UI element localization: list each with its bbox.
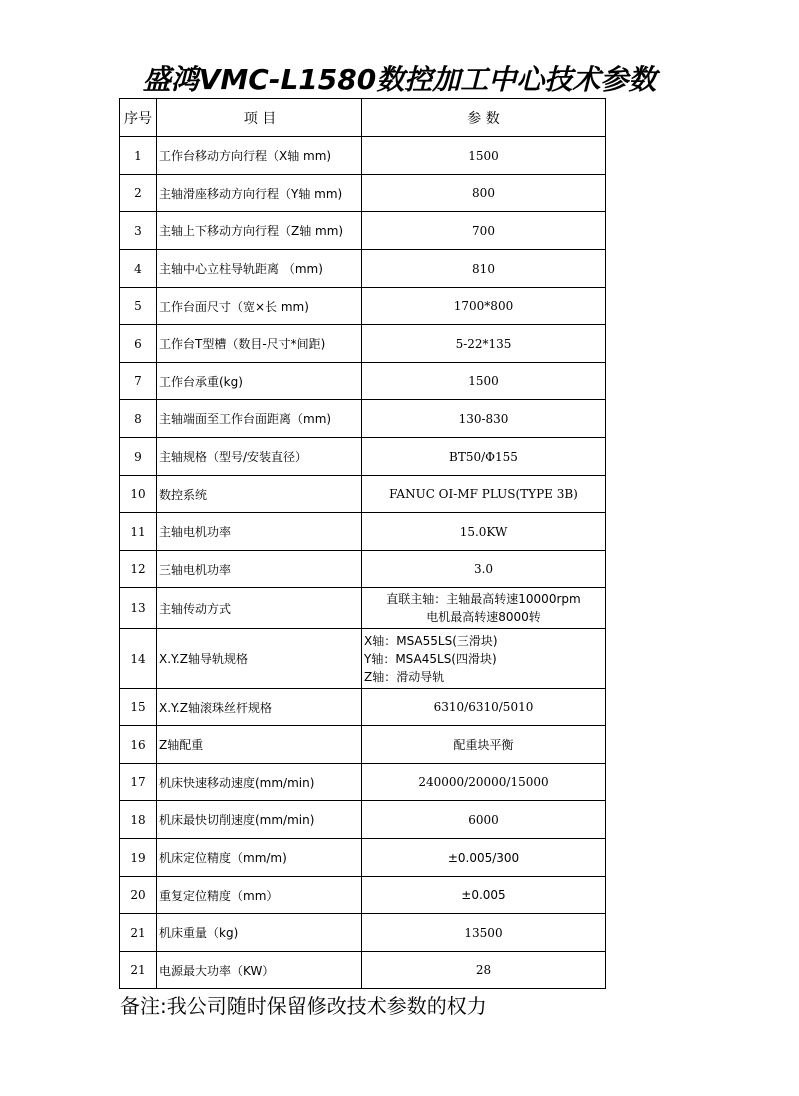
- row-value: 240000/20000/15000: [362, 764, 606, 801]
- table-row: [120, 914, 606, 952]
- table-row: [120, 877, 606, 914]
- header-param: 参 数: [362, 99, 606, 137]
- table-row: [120, 175, 606, 212]
- row-no: 10: [120, 476, 157, 513]
- footnote: 备注:我公司随时保留修改技术参数的权力: [120, 994, 487, 1018]
- row-item: 工作台移动方向行程（X轴 mm): [157, 137, 362, 175]
- row-item: 工作台承重(kg): [157, 363, 362, 400]
- row-item: 主轴规格（型号/安装直径）: [157, 438, 362, 476]
- row-item: 机床快速移动速度(mm/min): [157, 764, 362, 801]
- row-value: 1500: [362, 363, 606, 400]
- table-row: [120, 288, 606, 325]
- value-line: Y轴：MSA45LS(四滑块): [364, 651, 497, 666]
- row-value: 5-22*135: [362, 325, 606, 363]
- row-item: 主轴滑座移动方向行程（Y轴 mm): [157, 175, 362, 212]
- row-no: 20: [120, 877, 157, 914]
- row-item: 主轴电机功率: [157, 513, 362, 551]
- row-item: 机床最快切削速度(mm/min): [157, 801, 362, 839]
- table-row: [120, 438, 606, 476]
- row-item: 工作台面尺寸（宽×长 mm): [157, 288, 362, 325]
- row-item: X.Y.Z轴导轨规格: [157, 629, 362, 689]
- table-row: [120, 726, 606, 764]
- row-no: 13: [120, 588, 157, 629]
- row-no: 21: [120, 914, 157, 952]
- row-item: 机床定位精度（mm/m): [157, 839, 362, 877]
- row-item: 电源最大功率（KW）: [157, 952, 362, 989]
- row-value: 配重块平衡: [362, 726, 606, 764]
- table-row: [120, 325, 606, 363]
- row-item: 主轴中心立柱导轨距离 （mm): [157, 250, 362, 288]
- row-value: [362, 588, 606, 629]
- row-item: 主轴传动方式: [157, 588, 362, 629]
- page-title: 盛鸿VMC-L1580数控加工中心技术参数: [142, 63, 657, 96]
- row-value: 13500: [362, 914, 606, 952]
- value-line: X轴：MSA55LS(三滑块): [364, 633, 498, 648]
- row-value: 3.0: [362, 551, 606, 588]
- row-no: 21: [120, 952, 157, 989]
- spec-table: [119, 98, 606, 989]
- row-value: 6000: [362, 801, 606, 839]
- table-row: [120, 476, 606, 513]
- value-line: 电机最高转速8000转: [426, 610, 541, 624]
- row-value: 1500: [362, 137, 606, 175]
- row-no: 7: [120, 363, 157, 400]
- row-no: 6: [120, 325, 157, 363]
- row-item: 工作台T型槽（数目-尺寸*间距): [157, 325, 362, 363]
- row-item: 机床重量（kg): [157, 914, 362, 952]
- row-value: 1700*800: [362, 288, 606, 325]
- table-row: [120, 764, 606, 801]
- row-value: 700: [362, 212, 606, 250]
- row-no: 1: [120, 137, 157, 175]
- row-value: FANUC OI-MF PLUS(TYPE 3B): [362, 476, 606, 513]
- row-no: 3: [120, 212, 157, 250]
- table-row: [120, 952, 606, 989]
- row-value: 28: [362, 952, 606, 989]
- row-no: 8: [120, 400, 157, 438]
- row-item: X.Y.Z轴滚珠丝杆规格: [157, 689, 362, 726]
- row-value: 810: [362, 250, 606, 288]
- row-no: 19: [120, 839, 157, 877]
- row-no: 14: [120, 629, 157, 689]
- row-value: 130-830: [362, 400, 606, 438]
- row-no: 5: [120, 288, 157, 325]
- value-line: 直联主轴：主轴最高转速10000rpm: [386, 592, 581, 606]
- table-row: [120, 250, 606, 288]
- row-value: 6310/6310/5010: [362, 689, 606, 726]
- row-value: 800: [362, 175, 606, 212]
- row-item: 数控系统: [157, 476, 362, 513]
- row-no: 17: [120, 764, 157, 801]
- table-row: [120, 801, 606, 839]
- row-no: 9: [120, 438, 157, 476]
- row-no: 16: [120, 726, 157, 764]
- table-row: [120, 588, 606, 629]
- row-value: [362, 629, 606, 689]
- row-item: 主轴上下移动方向行程（Z轴 mm): [157, 212, 362, 250]
- table-row: [120, 137, 606, 175]
- row-item: 主轴端面至工作台面距离（mm): [157, 400, 362, 438]
- row-item: 三轴电机功率: [157, 551, 362, 588]
- table-row: [120, 400, 606, 438]
- row-no: 18: [120, 801, 157, 839]
- table-row: [120, 513, 606, 551]
- table-header-row: [120, 99, 606, 137]
- row-value: ±0.005: [362, 877, 606, 914]
- table-row: [120, 363, 606, 400]
- row-value: 15.0KW: [362, 513, 606, 551]
- row-no: 11: [120, 513, 157, 551]
- row-value: BT50/Φ155: [362, 438, 606, 476]
- row-item: 重复定位精度（mm）: [157, 877, 362, 914]
- row-no: 2: [120, 175, 157, 212]
- table-row: [120, 629, 606, 689]
- row-no: 15: [120, 689, 157, 726]
- row-item: Z轴配重: [157, 726, 362, 764]
- table-row: [120, 212, 606, 250]
- header-no: 序号: [120, 99, 157, 137]
- header-item: 项 目: [157, 99, 362, 137]
- row-no: 12: [120, 551, 157, 588]
- value-line: Z轴：滑动导轨: [364, 669, 445, 684]
- table-row: [120, 689, 606, 726]
- row-value: ±0.005/300: [362, 839, 606, 877]
- table-row: [120, 839, 606, 877]
- row-no: 4: [120, 250, 157, 288]
- table-row: [120, 551, 606, 588]
